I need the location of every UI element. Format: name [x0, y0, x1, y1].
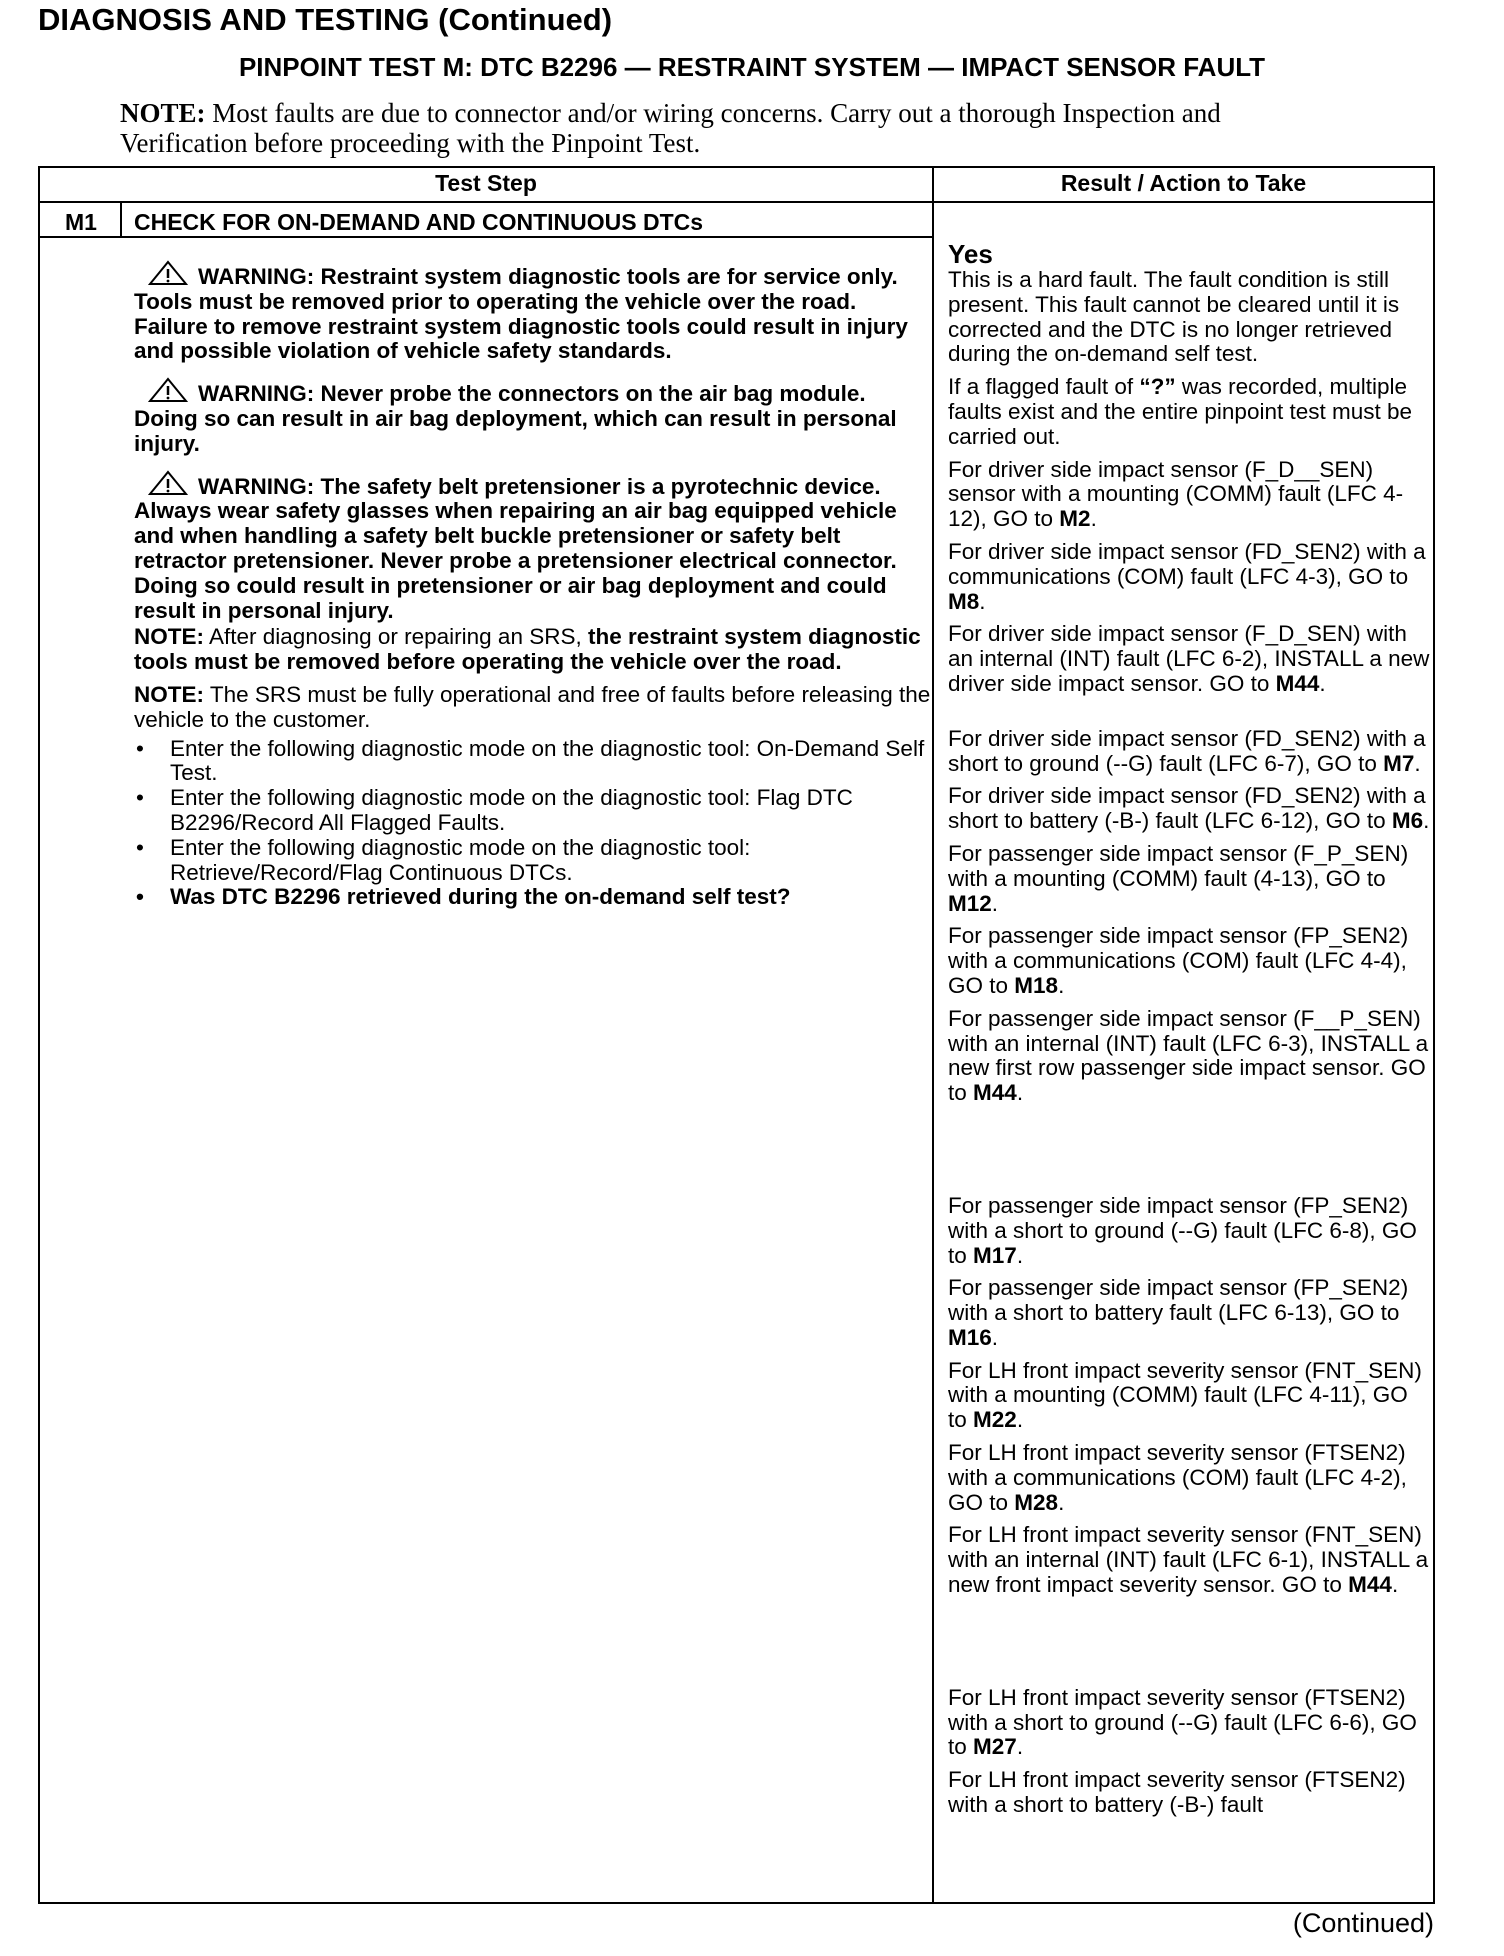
flag-note: If a flagged fault of “?” was recorded, multiple faults exist and the entire pinpoint test must be carried out. [948, 374, 1413, 449]
list-item: • Enter the following diagnostic mode on the diagnostic tool: Retrieve/Record/Flag Continuous DTCs. [136, 834, 751, 885]
action-item: For LH front impact severity sensor (FNT_SEN) with an internal (INT) fault (LFC 6-1), INSTALL a new front impact severity sensor. GO to M44. [948, 1522, 1429, 1598]
action-item: For driver side impact sensor (F_D__SEN) sensor with a mounting (COMM) fault (LFC 4-12), GO to M2. [948, 456, 1404, 532]
continued-label: (Continued) [1292, 1908, 1434, 1938]
result-intro: This is a hard fault. The fault condition is still present. This fault cannot be cleared until it is corrected and the DTC is no longer retrieved during the on-demand self test. [948, 267, 1400, 367]
goto-step-link: M28 [1014, 1489, 1059, 1515]
action-item: For passenger side impact sensor (F_P_SEN) with a mounting (COMM) fault (4-13), GO to M12. [948, 840, 1409, 916]
goto-step-link: M18 [1014, 972, 1059, 998]
note-restraint-tools [134, 625, 934, 675]
goto-step-link: M8 [948, 588, 980, 614]
section-title: DIAGNOSIS AND TESTING (Continued) [38, 2, 613, 37]
goto-step-link: M44 [1275, 670, 1320, 696]
step-title: CHECK FOR ON-DEMAND AND CONTINUOUS DTCs [134, 209, 704, 235]
action-item: For LH front impact severity sensor (FTSEN2) with a short to ground (--G) fault (LFC 6-6), GO to M27. [948, 1684, 1417, 1760]
warning-block [134, 377, 934, 456]
note-text: After diagnosing or repairing an SRS, [209, 624, 582, 650]
goto-step-link: M7 [1383, 750, 1415, 776]
action-item: For passenger side impact sensor (FP_SEN2) with a short to ground (--G) fault (LFC 6-8), GO to M17. [948, 1192, 1417, 1268]
header-divider [40, 201, 1433, 203]
step-title-divider [40, 236, 932, 238]
goto-step-link: M17 [973, 1242, 1017, 1268]
pinpoint-table [38, 166, 1435, 1904]
warning-block [134, 470, 934, 624]
note-text: The SRS must be fully operational and free of faults before releasing the vehicle to the customer. [134, 681, 931, 732]
header-test-step: Test Step [435, 170, 537, 196]
action-item: For passenger side impact sensor (F__P_SEN) with an internal (INT) fault (LFC 6-3), INSTALL a new first row passenger side impact sensor. GO to M44. [948, 1005, 1429, 1106]
procedure-list [134, 737, 934, 911]
goto-step-link: M2 [1059, 506, 1091, 532]
note-srs-operational [134, 683, 934, 733]
top-note [120, 98, 1300, 158]
note-label: NOTE: [134, 624, 204, 650]
action-item: For driver side impact sensor (FD_SEN2) with a short to battery (-B-) fault (LFC 6-12), GO to M6. [948, 783, 1430, 834]
goto-step-link: M27 [973, 1734, 1017, 1760]
note-bold-text: the restraint system diagnostic tools must be removed before operating the vehicle over the road. [134, 624, 921, 675]
list-item: • Enter the following diagnostic mode on the diagnostic tool: Flag DTC B2296/Record All Flagged Faults. [136, 785, 853, 835]
note-label: NOTE: [134, 681, 204, 707]
step-id: M1 [65, 209, 97, 235]
goto-step-link: M12 [948, 890, 992, 916]
warning-triangle-icon [148, 260, 188, 286]
top-note-label: NOTE: [120, 98, 206, 128]
pinpoint-test-title: PINPOINT TEST M: DTC B2296 — RESTRAINT SYSTEM — IMPACT SENSOR FAULT [238, 52, 1266, 82]
goto-step-link: M6 [1391, 808, 1424, 834]
result-action-content [948, 240, 1430, 1826]
test-step-content [134, 260, 934, 910]
warning-text: WARNING: Never probe the connectors on the air bag module. Doing so can result in air bag deployment, which can result in personal injury. [134, 381, 897, 456]
question-item: • Was DTC B2296 retrieved during the on-demand self test? [136, 884, 791, 910]
goto-step-link: M22 [973, 1407, 1017, 1433]
goto-step-link: M16 [948, 1324, 992, 1350]
action-item: For driver side impact sensor (FD_SEN2) with a communications (COM) fault (LFC 4-3), GO to M8. [948, 538, 1426, 614]
goto-step-link: M44 [1348, 1572, 1392, 1598]
warning-text: WARNING: Restraint system diagnostic tools are for service only. Tools must be removed prior to operating the vehicle over the road. Failure to remove restraint system diagnostic tools could result in injury and possible violation of vehicle safety standards. [134, 264, 908, 364]
warning-block [134, 260, 934, 364]
action-item: For LH front impact severity sensor (FTSEN2) with a communications (COM) fault (LFC 4-2), GO to M28. [948, 1440, 1407, 1515]
action-item: For driver side impact sensor (F_D_SEN) with an internal (INT) fault (LFC 6-2), INSTALL a new driver side impact sensor. GO to M44. [948, 621, 1430, 696]
list-item: • Enter the following diagnostic mode on the diagnostic tool: On-Demand Self Test. [136, 735, 925, 786]
action-item: For LH front impact severity sensor (FNT_SEN) with a mounting (COMM) fault (LFC 4-11), GO to M22. [948, 1357, 1422, 1433]
goto-step-link: M44 [973, 1080, 1017, 1106]
action-item: For LH front impact severity sensor (FTSEN2) with a short to battery (-B-) fault [948, 1767, 1406, 1818]
warning-triangle-icon [148, 377, 188, 403]
warning-text: WARNING: The safety belt pretensioner is a pyrotechnic device. Always wear safety glasses when repairing an air bag equipped vehicle and when handling a safety belt buckle pretensioner or safety belt retractor pretensioner. Never probe a pretensioner electrical connector. Doing so could result in pretensioner or air bag deployment and could result in personal injury. [134, 473, 897, 623]
action-item: For driver side impact sensor (FD_SEN2) with a short to ground (--G) fault (LFC 6-7), GO to M7. [948, 725, 1426, 776]
result-yes: Yes [948, 239, 993, 269]
action-item: For passenger side impact sensor (FP_SEN2) with a short to battery fault (LFC 6-13), GO to M16. [948, 1275, 1409, 1350]
action-item: For passenger side impact sensor (FP_SEN2) with a communications (COM) fault (LFC 4-4), GO to M18. [948, 923, 1409, 998]
top-note-text: Most faults are due to connector and/or wiring concerns. Carry out a thorough Inspection and Verification before proceeding with the Pinpoint Test. [120, 98, 1221, 158]
warning-triangle-icon [148, 470, 188, 496]
header-result-action: Result / Action to Take [1060, 170, 1307, 196]
